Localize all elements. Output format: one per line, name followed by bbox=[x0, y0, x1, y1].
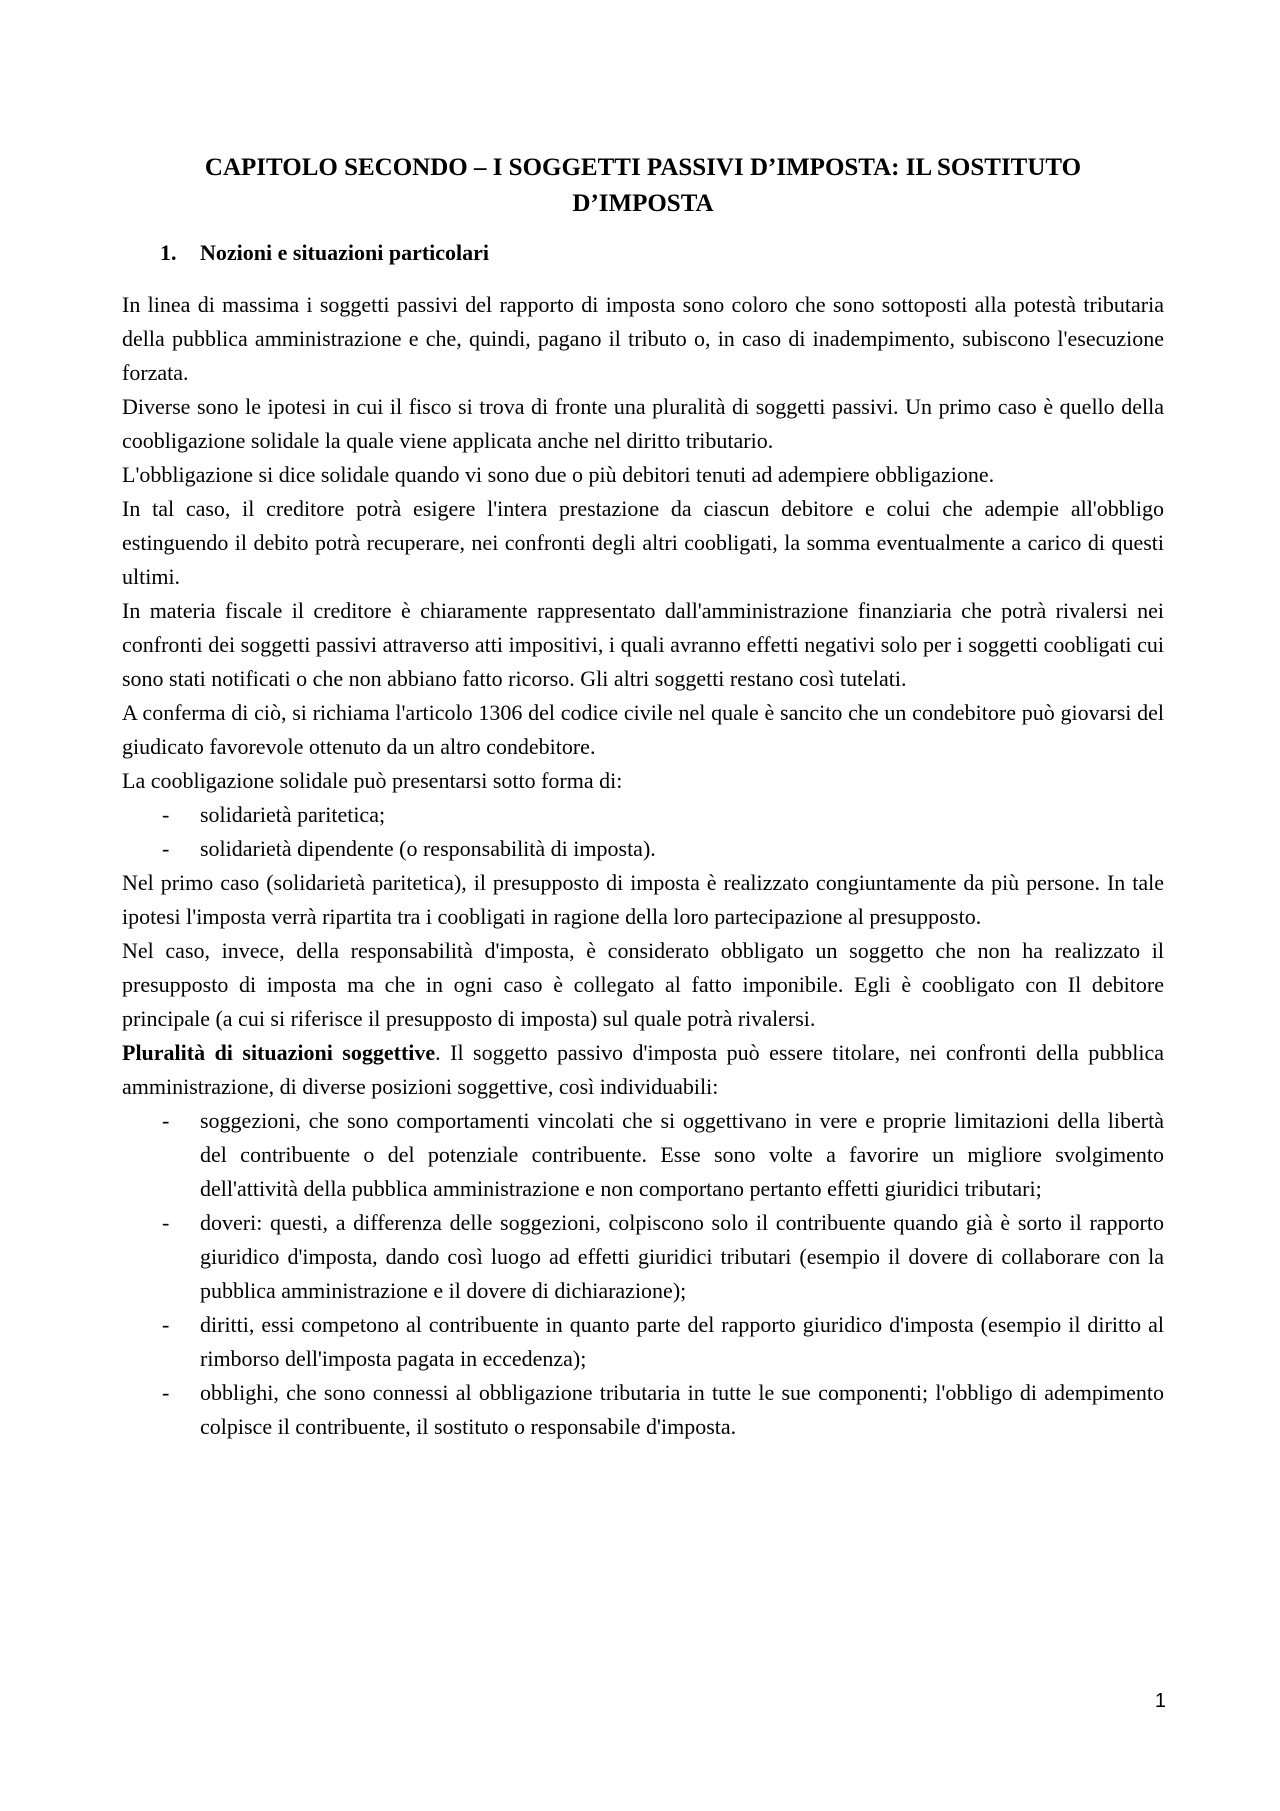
paragraph-9: Nel caso, invece, della responsabilità d'imposta, è considerato obbligato un soggetto che non ha realizzato il presupposto di imposta ma che in ogni caso è collegato al fatto imponibile. Egli è coobligato con Il debitore principale (a cui si riferisce il presupposto di imposta) sul quale potrà rivalersi. bbox=[122, 938, 1164, 1031]
page-number: 1 bbox=[1154, 1690, 1166, 1712]
paragraph-6: A conferma di ciò, si richiama l'articolo 1306 del codice civile nel quale è sancito che un condebitore può giovarsi del giudicato favorevole ottenuto da un altro condebitore. bbox=[122, 700, 1164, 759]
list-item bbox=[122, 1308, 1164, 1376]
list-dash: - bbox=[162, 802, 170, 827]
document-page bbox=[122, 150, 1164, 1444]
chapter-title-line-1: CAPITOLO SECONDO – I SOGGETTI PASSIVI D’IMPOSTA: IL SOSTITUTO bbox=[204, 154, 1082, 181]
list-dash: - bbox=[162, 1108, 170, 1133]
paragraph-1: In linea di massima i soggetti passivi del rapporto di imposta sono coloro che sono sottoposti alla potestà tributaria della pubblica amministrazione e che, quindi, pagano il tributo o, in caso di inadempimento, subiscono l'esecuzione forzata. bbox=[122, 292, 1164, 385]
paragraph-7: La coobligazione solidale può presentarsi sotto forma di: bbox=[122, 768, 623, 793]
list-item-text: solidarietà dipendente (o responsabilità di imposta). bbox=[200, 836, 656, 861]
subjective-positions-list bbox=[122, 1104, 1164, 1444]
list-item bbox=[122, 1206, 1164, 1308]
paragraph-10-bold-lead: Pluralità di situazioni soggettive bbox=[122, 1040, 436, 1065]
list-item bbox=[122, 798, 1164, 832]
paragraph-3: L'obbligazione si dice solidale quando vi sono due o più debitori tenuti ad adempiere obbligazione. bbox=[122, 462, 995, 487]
list-item-text: diritti, essi competono al contribuente in quanto parte del rapporto giuridico d'imposta (esempio il diritto al rimborso dell'imposta pagata in eccedenza); bbox=[200, 1312, 1164, 1371]
list-item-text: solidarietà paritetica; bbox=[200, 802, 386, 827]
list-item bbox=[122, 1376, 1164, 1444]
section-number: 1. bbox=[160, 240, 177, 265]
paragraph-10-rest: . Il soggetto passivo d'imposta può essere titolare, nei confronti della pubblica amministrazione, di diverse posizioni soggettive, così individuabili: bbox=[122, 1040, 1164, 1099]
list-item bbox=[122, 832, 1164, 866]
paragraph-4: In tal caso, il creditore potrà esigere l'intera prestazione da ciascun debitore e colui che adempie all'obbligo estinguendo il debito potrà recuperare, nei confronti degli altri coobligati, la somma eventualmente a carico di questi ultimi. bbox=[122, 496, 1164, 589]
list-item-text: soggezioni, che sono comportamenti vincolati che si oggettivano in vere e proprie limitazioni della libertà del contribuente o del potenziale contribuente. Esse sono volte a favorire un migliore svolgimento dell'attività della pubblica amministrazione e non comportano pertanto effetti giuridici tributari; bbox=[200, 1108, 1164, 1201]
paragraph-5: In materia fiscale il creditore è chiaramente rappresentato dall'amministrazione finanziaria che potrà rivalersi nei confronti dei soggetti passivi attraverso atti impositivi, i quali avranno effetti negativi solo per i soggetti coobligati cui sono stati notificati o che non abbiano fatto ricorso. Gli altri soggetti restano così tutelati. bbox=[122, 598, 1164, 691]
paragraph-8: Nel primo caso (solidarietà paritetica), il presupposto di imposta è realizzato congiuntamente da più persone. In tale ipotesi l'imposta verrà ripartita tra i coobligati in ragione della loro partecipazione al presupposto. bbox=[122, 870, 1164, 929]
section-heading bbox=[160, 236, 1164, 270]
list-item-text: doveri: questi, a differenza delle soggezioni, colpiscono solo il contribuente quando già è sorto il rapporto giuridico d'imposta, dando così luogo ad effetti giuridici tributari (esempio il dovere di collaborare con la pubblica amministrazione e il dovere di dichiarazione); bbox=[200, 1210, 1164, 1303]
list-dash: - bbox=[162, 1380, 170, 1405]
solidarity-list bbox=[122, 798, 1164, 866]
section-title: Nozioni e situazioni particolari bbox=[200, 240, 490, 265]
list-dash: - bbox=[162, 836, 170, 861]
paragraph-10 bbox=[122, 1036, 1164, 1104]
list-dash: - bbox=[162, 1312, 170, 1337]
list-item-text: obblighi, che sono connessi al obbligazione tributaria in tutte le sue componenti; l'obbligo di adempimento colpisce il contribuente, il sostituto o responsabile d'imposta. bbox=[200, 1380, 1164, 1439]
list-dash: - bbox=[162, 1210, 170, 1235]
chapter-title bbox=[122, 150, 1164, 222]
paragraph-2: Diverse sono le ipotesi in cui il fisco si trova di fronte una pluralità di soggetti passivi. Un primo caso è quello della coobligazione solidale la quale viene applicata anche nel diritto tributario. bbox=[122, 394, 1164, 453]
list-item bbox=[122, 1104, 1164, 1206]
chapter-title-line-2: D’IMPOSTA bbox=[572, 190, 714, 217]
